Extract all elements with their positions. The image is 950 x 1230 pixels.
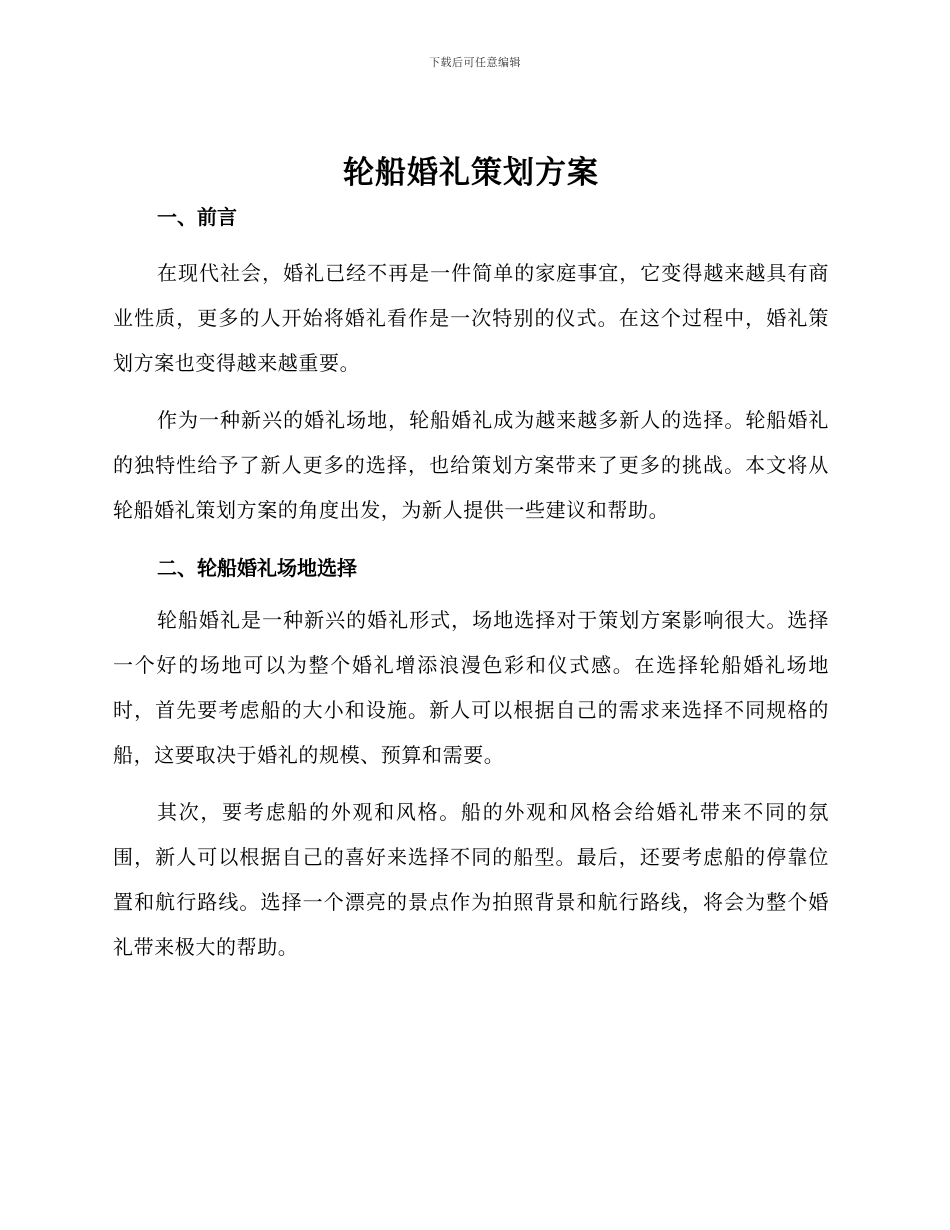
paragraph: 作为一种新兴的婚礼场地，轮船婚礼成为越来越多新人的选择。轮船婚礼的独特性给予了新人更多的选择，也给策划方案带来了更多的挑战。本文将从轮船婚礼策划方案的角度出发，为新人提供一些建议和帮助。 (113, 408, 829, 522)
document-body (113, 150, 829, 970)
document-title: 轮船婚礼策划方案 (343, 155, 599, 191)
paragraph: 其次，要考虑船的外观和风格。船的外观和风格会给婚礼带来不同的氛围，新人可以根据自己的喜好来选择不同的船型。最后，还要考虑船的停靠位置和航行路线。选择一个漂亮的景点作为拍照背景和航行路线，将会为整个婚礼带来极大的帮助。 (113, 800, 829, 959)
section-heading-preface: 一、前言 (157, 205, 237, 229)
paragraph: 在现代社会，婚礼已经不再是一件简单的家庭事宜，它变得越来越具有商业性质，更多的人开始将婚礼看作是一次特别的仪式。在这个过程中，婚礼策划方案也变得越来越重要。 (113, 261, 829, 375)
section-heading-venue-selection: 二、轮船婚礼场地选择 (157, 556, 357, 580)
header-note: 下载后可任意编辑 (429, 56, 521, 69)
paragraph: 轮船婚礼是一种新兴的婚礼形式，场地选择对于策划方案影响很大。选择一个好的场地可以为整个婚礼增添浪漫色彩和仪式感。在选择轮船婚礼场地时，首先要考虑船的大小和设施。新人可以根据自己的需求来选择不同规格的船，这要取决于婚礼的规模、预算和需要。 (113, 608, 829, 767)
